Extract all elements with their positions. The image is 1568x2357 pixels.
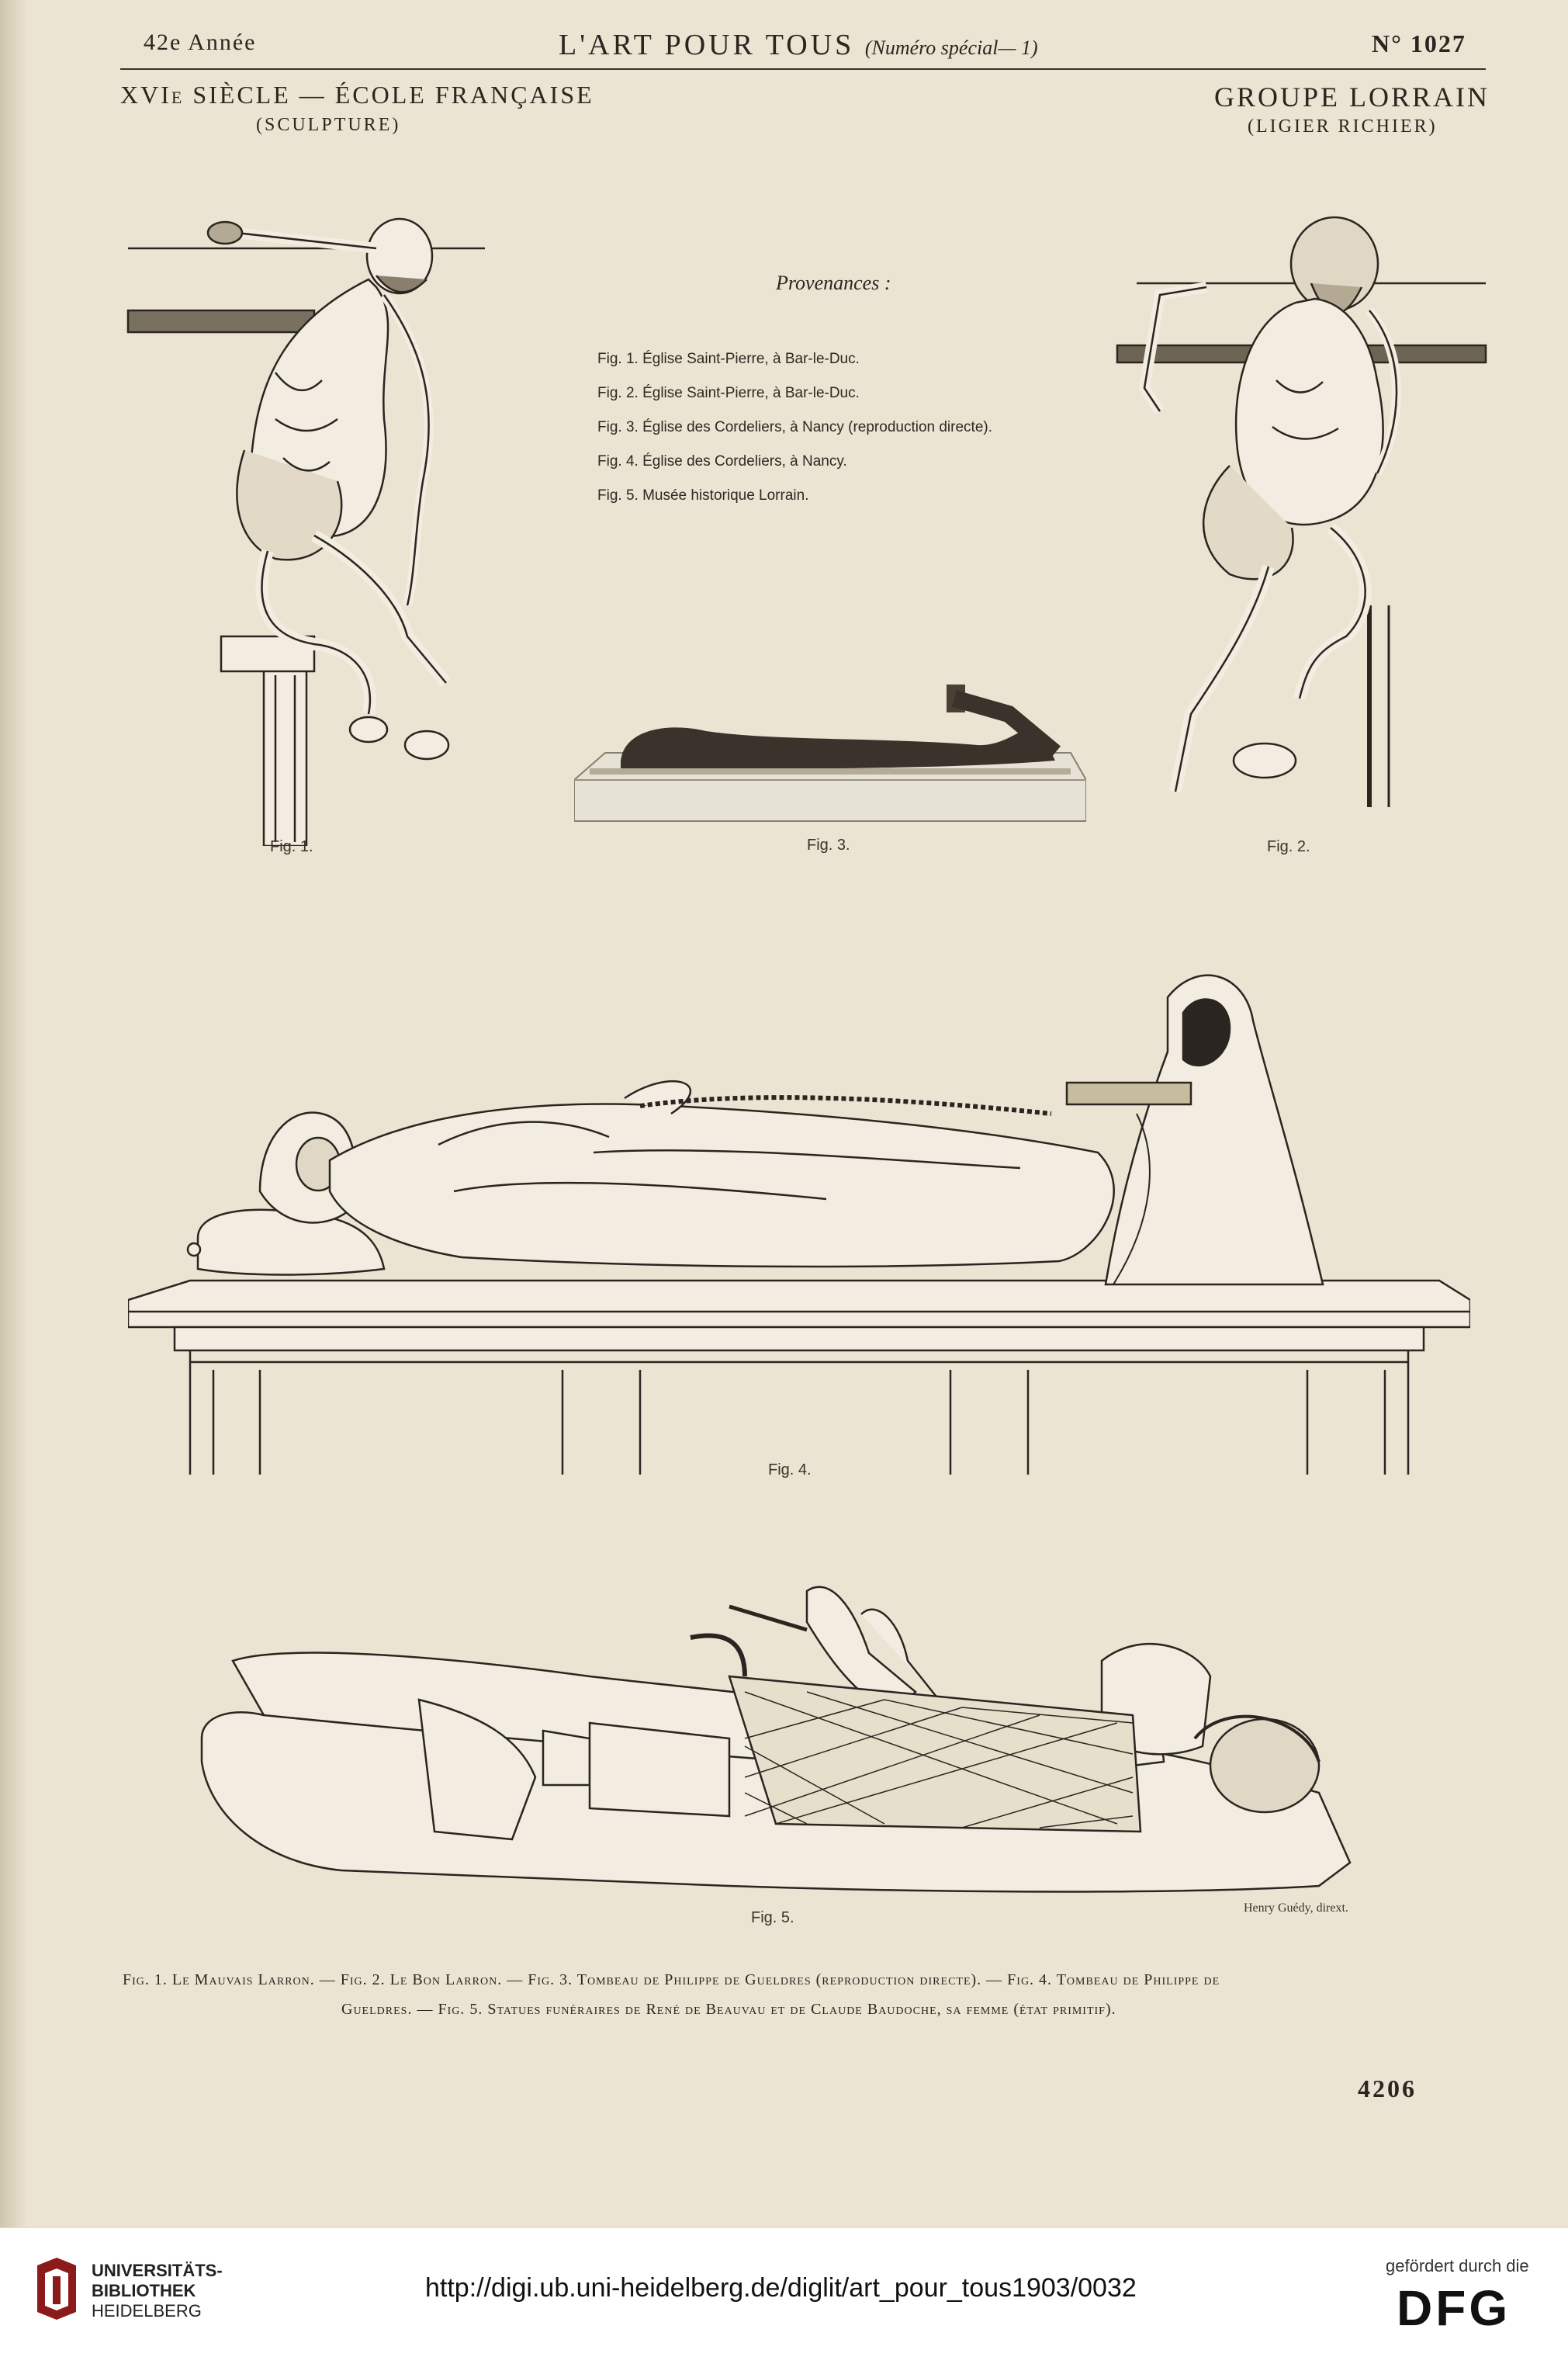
library-name-line-2[interactable]: BIBLIOTHEK [92,2281,196,2300]
dfg-logo[interactable]: DFG [1397,2280,1511,2336]
provenance-item: Fig. 3. Église des Cordeliers, à Nancy (reproduction directe). [597,419,993,435]
fig3-tomb-photograph [574,675,1086,823]
fig4-tomb-illustration [128,958,1470,1475]
issue-number: N° 1027 [1372,29,1466,57]
century-school: XVIe SIÈCLE — ÉCOLE FRANÇAISE [120,81,594,109]
artist-name: (LIGIER RICHIER) [1248,116,1438,137]
provenance-item: Fig. 4. Église des Cordeliers, à Nancy. [597,453,847,470]
provenances-title: Provenances : [776,272,891,294]
category-label: (SCULPTURE) [256,115,401,135]
header-rule [120,68,1486,70]
journal-title [559,28,1038,62]
caption-line-1: Fig. 1. Le Mauvais Larron. — Fig. 2. Le Bon Larron. — Fig. 3. Tombeau de Philippe de Gueldres (reproduction directe). — Fig. 4. Tombeau de Philippe de [123,1971,1220,1988]
special-issue: (Numéro spécial— 1) [864,36,1038,59]
fig2-label: Fig. 2. [1267,838,1310,855]
page-number: 4206 [1358,2075,1417,2102]
fig2-good-thief-illustration [1113,202,1490,823]
fig3-label: Fig. 3. [807,837,850,854]
funding-note: gefördert durch die [1386,2256,1529,2276]
permalink-url[interactable]: http://digi.ub.uni-heidelberg.de/diglit/art_pour_tous1903/0032 [425,2273,1137,2303]
library-name-line-3[interactable]: HEIDELBERG [92,2301,202,2321]
provenance-item: Fig. 1. Église Saint-Pierre, à Bar-le-Duc. [597,351,860,367]
fig4-label: Fig. 4. [768,1461,812,1478]
provenance-item: Fig. 5. Musée historique Lorrain. [597,487,809,504]
journal-name: L'ART POUR TOUS [559,29,855,61]
group-title: GROUPE LORRAIN [1214,81,1490,113]
engraver-credit: Henry Guédy, dirext. [1244,1901,1348,1915]
year-label: 42e Année [144,29,257,55]
digitization-footer [0,2227,1568,2357]
fig5-statues-illustration [186,1560,1366,1905]
university-library-logo-icon[interactable] [29,2258,84,2320]
provenance-item: Fig. 2. Église Saint-Pierre, à Bar-le-Duc. [597,385,860,401]
library-name-line-1[interactable]: UNIVERSITÄTS- [92,2261,223,2280]
fig1-label: Fig. 1. [270,838,313,855]
caption-line-2: Gueldres. — Fig. 5. Statues funéraires de René de Beauvau et de Claude Baudoche, sa femme (état primitif). [341,2001,1116,2018]
fig1-bad-thief-illustration [120,202,493,846]
fig5-label: Fig. 5. [751,1909,794,1926]
